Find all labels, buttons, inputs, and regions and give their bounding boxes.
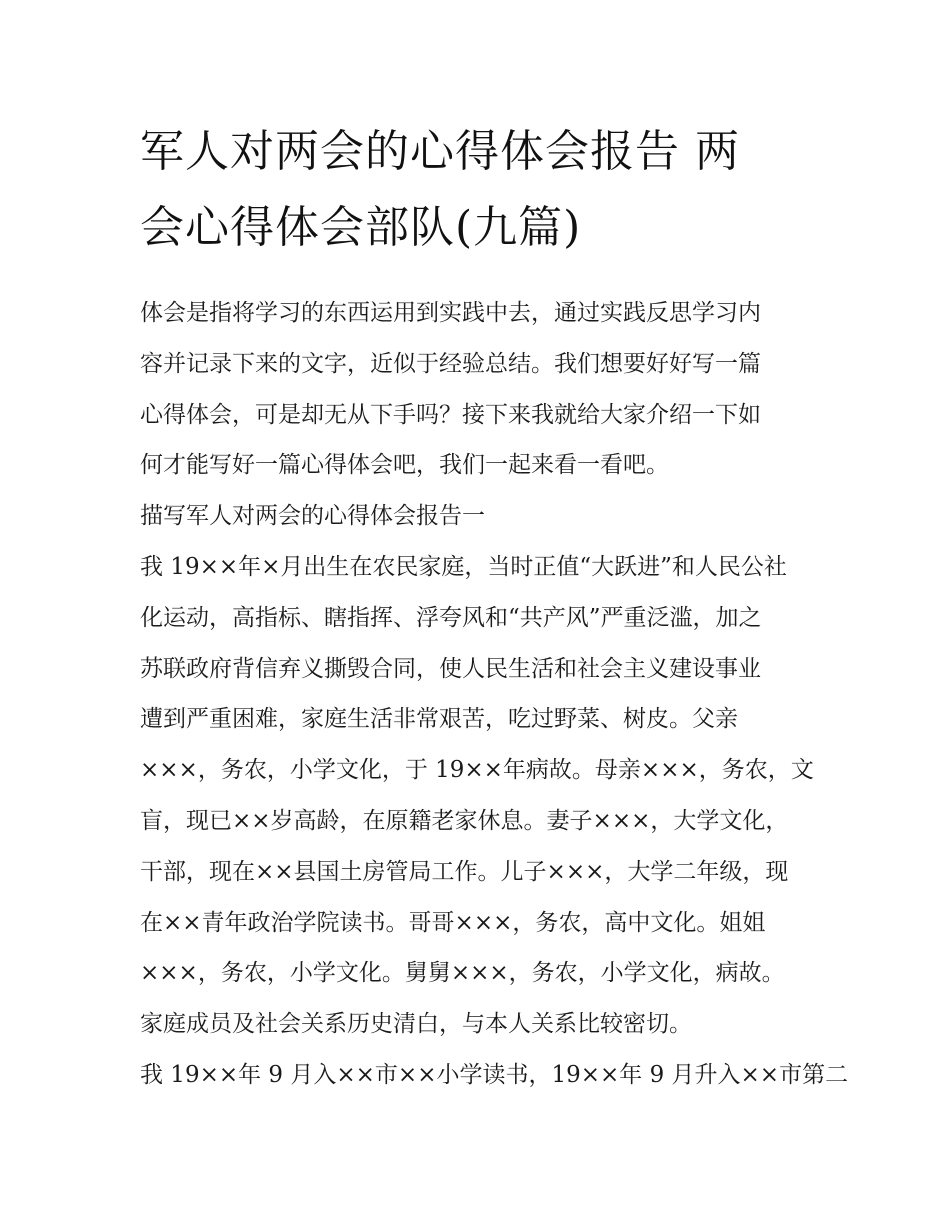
body-paragraph-line: ×××，务农，小学文化。舅舅×××，务农，小学文化，病故。 (140, 960, 785, 987)
body-paragraph-line: 在××青年政治学院读书。哥哥×××，务农，高中文化。姐姐 (140, 909, 766, 936)
document-content (140, 114, 849, 1101)
section-heading: 描写军人对两会的心得体会报告一 (140, 503, 485, 530)
body-paragraph-line: ×××，务农，小学文化，于 19××年病故。母亲×××，务农，文 (140, 757, 814, 784)
title-line: 军人对两会的心得体会报告 两 (140, 126, 740, 177)
body-paragraph-line: 苏联政府背信弃义撕毁合同，使人民生活和社会主义建设事业 (140, 655, 761, 682)
title-line: 会心得体会部队(九篇) (140, 202, 582, 253)
document-body (140, 288, 849, 1101)
intro-paragraph-line: 容并记录下来的文字，近似于经验总结。我们想要好好写一篇 (140, 350, 761, 377)
body-paragraph-line: 我 19××年 9 月入××市××小学读书，19××年 9 月升入××市第二 (140, 1061, 849, 1088)
body-paragraph-line: 我 19××年×月出生在农民家庭，当时正值“大跃进”和人民公社 (140, 553, 787, 580)
body-paragraph-line: 家庭成员及社会关系历史清白，与本人关系比较密切。 (140, 1011, 692, 1038)
body-paragraph-line: 干部，现在××县国土房管局工作。儿子×××，大学二年级，现 (140, 858, 789, 885)
intro-paragraph-line: 体会是指将学习的东西运用到实践中去，通过实践反思学习内 (140, 300, 761, 326)
body-paragraph-line: 遭到严重困难，家庭生活非常艰苦，吃过野菜、树皮。父亲 (140, 706, 738, 733)
intro-paragraph-line: 心得体会，可是却无从下手吗？接下来我就给大家介绍一下如 (140, 401, 761, 428)
intro-paragraph-line: 何才能写好一篇心得体会吧，我们一起来看一看吧。 (140, 452, 669, 479)
body-paragraph-line: 化运动，高指标、瞎指挥、浮夸风和“共产风”严重泛滥，加之 (140, 604, 762, 631)
document-title (140, 114, 820, 266)
body-paragraph-line: 盲，现已××岁高龄，在原籍老家休息。妻子×××，大学文化， (140, 807, 789, 834)
